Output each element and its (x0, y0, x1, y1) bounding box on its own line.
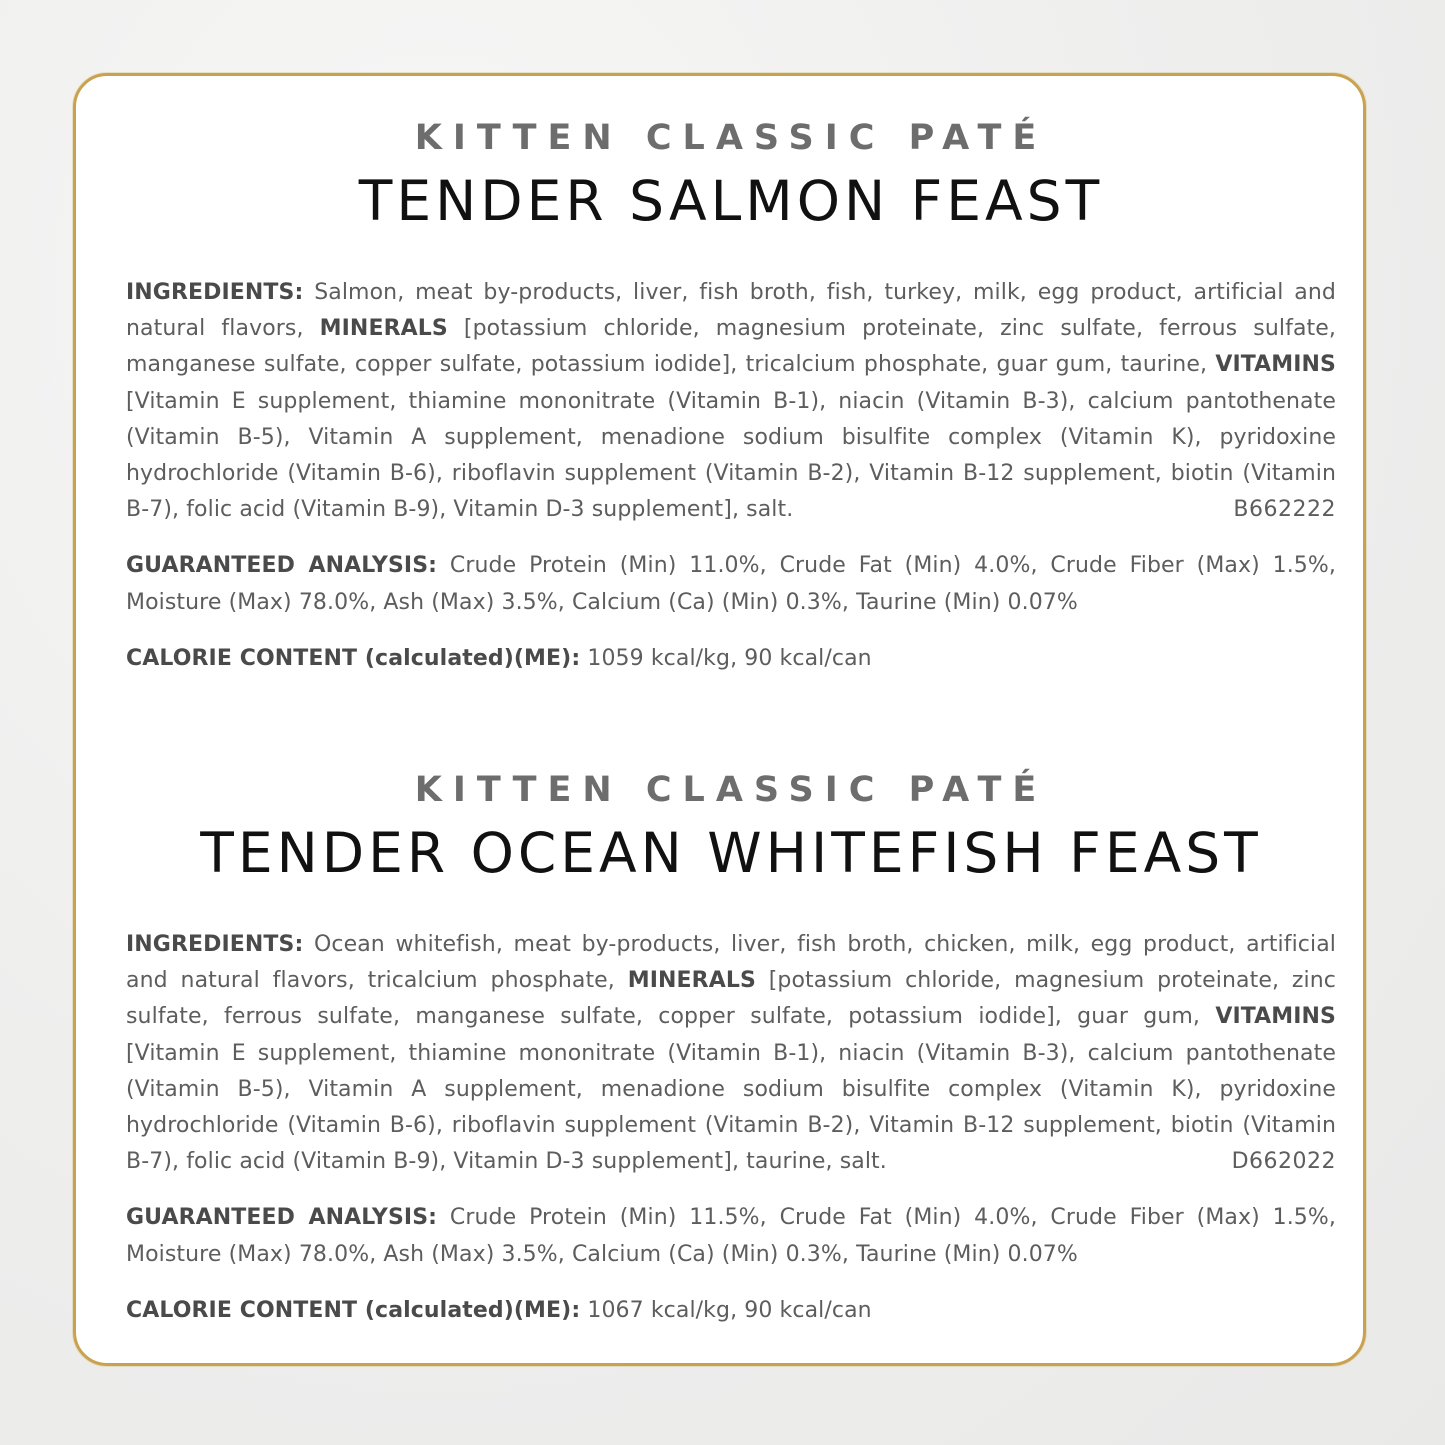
calorie-content-label: CALORIE CONTENT (calculated)(ME): (126, 645, 581, 671)
ingredients-text: [Vitamin E supplement, thiamine mononitrate (Vitamin B-1), niacin (Vitamin B-3), calcium pantothenate (Vitamin B-5), Vitamin A supplement, menadione sodium bisulfite complex (Vitamin K), pyridoxine hydrochloride (Vitamin B-6), riboflavin supplement (Vitamin B-2), Vitamin B-12 supplement, biotin (Vitamin B-7), folic acid (Vitamin B-9), Vitamin D-3 supplement], taurine, salt. (126, 1040, 1336, 1175)
calorie-content-paragraph (126, 1293, 1336, 1329)
guaranteed-analysis-text: Crude Protein (Min) 11.0%, Crude Fat (Min) 4.0%, Crude Fiber (Max) 1.5%, Moisture (Max) 78.0%, Ash (Max) 3.5%, Calcium (Ca) (Min) 0.3%, Taurine (Min) 0.07% (126, 553, 1337, 615)
ingredients-paragraph (126, 927, 1336, 1180)
product-line-heading: KITTEN CLASSIC PATÉ (414, 118, 1048, 158)
vitamins-keyword: VITAMINS (1215, 1004, 1336, 1030)
nutrition-label-card (73, 73, 1366, 1366)
ingredients-text: [Vitamin E supplement, thiamine mononitrate (Vitamin B-1), niacin (Vitamin B-3), calcium pantothenate (Vitamin B-5), Vitamin A supplement, menadione sodium bisulfite complex (Vitamin K), pyridoxine hydrochloride (Vitamin B-6), riboflavin supplement (Vitamin B-2), Vitamin B-12 supplement, biotin (Vitamin B-7), folic acid (Vitamin B-9), Vitamin D-3 supplement], salt. (126, 388, 1336, 523)
ingredients-text: Salmon, meat by-products, liver, fish broth, fish, turkey, milk, egg product, artificial and natural flavors, (126, 280, 1336, 342)
minerals-keyword: MINERALS (627, 968, 756, 994)
guaranteed-analysis-paragraph (126, 1200, 1336, 1272)
product-title: TENDER SALMON FEAST (358, 169, 1104, 233)
product-code: B662222 (1233, 497, 1336, 523)
ingredients-label: INGREDIENTS: (126, 280, 304, 305)
calorie-content-paragraph (126, 641, 1336, 677)
product-code: D662022 (1231, 1149, 1336, 1175)
product-title: TENDER OCEAN WHITEFISH FEAST (200, 821, 1262, 885)
vitamins-keyword: VITAMINS (1215, 352, 1336, 378)
guaranteed-analysis-label: GUARANTEED ANALYSIS: (126, 553, 438, 579)
ingredients-text: [potassium chloride, magnesium proteinate, zinc sulfate, ferrous sulfate, manganese sulfate, copper sulfate, potassium iodide], guar gum, (126, 968, 1336, 1030)
guaranteed-analysis-label: GUARANTEED ANALYSIS: (126, 1205, 438, 1231)
ingredients-text: Ocean whitefish, meat by-products, liver, fish broth, chicken, milk, egg product, artificial and natural flavors, tricalcium phosphate, (126, 932, 1336, 994)
calorie-content-label: CALORIE CONTENT (calculated)(ME): (126, 1297, 581, 1323)
ingredients-paragraph (126, 275, 1336, 528)
ingredients-label: INGREDIENTS: (126, 932, 304, 957)
minerals-keyword: MINERALS (319, 316, 448, 342)
product-line-heading: KITTEN CLASSIC PATÉ (414, 770, 1048, 810)
salmon-feast-section (126, 116, 1336, 677)
calorie-content-text: 1067 kcal/kg, 90 kcal/can (580, 1297, 872, 1323)
guaranteed-analysis-paragraph (126, 548, 1336, 620)
ocean-whitefish-feast-section (126, 768, 1336, 1329)
calorie-content-text: 1059 kcal/kg, 90 kcal/can (580, 645, 872, 671)
guaranteed-analysis-text: Crude Protein (Min) 11.5%, Crude Fat (Min) 4.0%, Crude Fiber (Max) 1.5%, Moisture (Max) 78.0%, Ash (Max) 3.5%, Calcium (Ca) (Min) 0.3%, Taurine (Min) 0.07% (126, 1205, 1337, 1267)
ingredients-text: [potassium chloride, magnesium proteinate, zinc sulfate, ferrous sulfate, manganese sulfate, copper sulfate, potassium iodide], tricalcium phosphate, guar gum, taurine, (126, 316, 1336, 378)
